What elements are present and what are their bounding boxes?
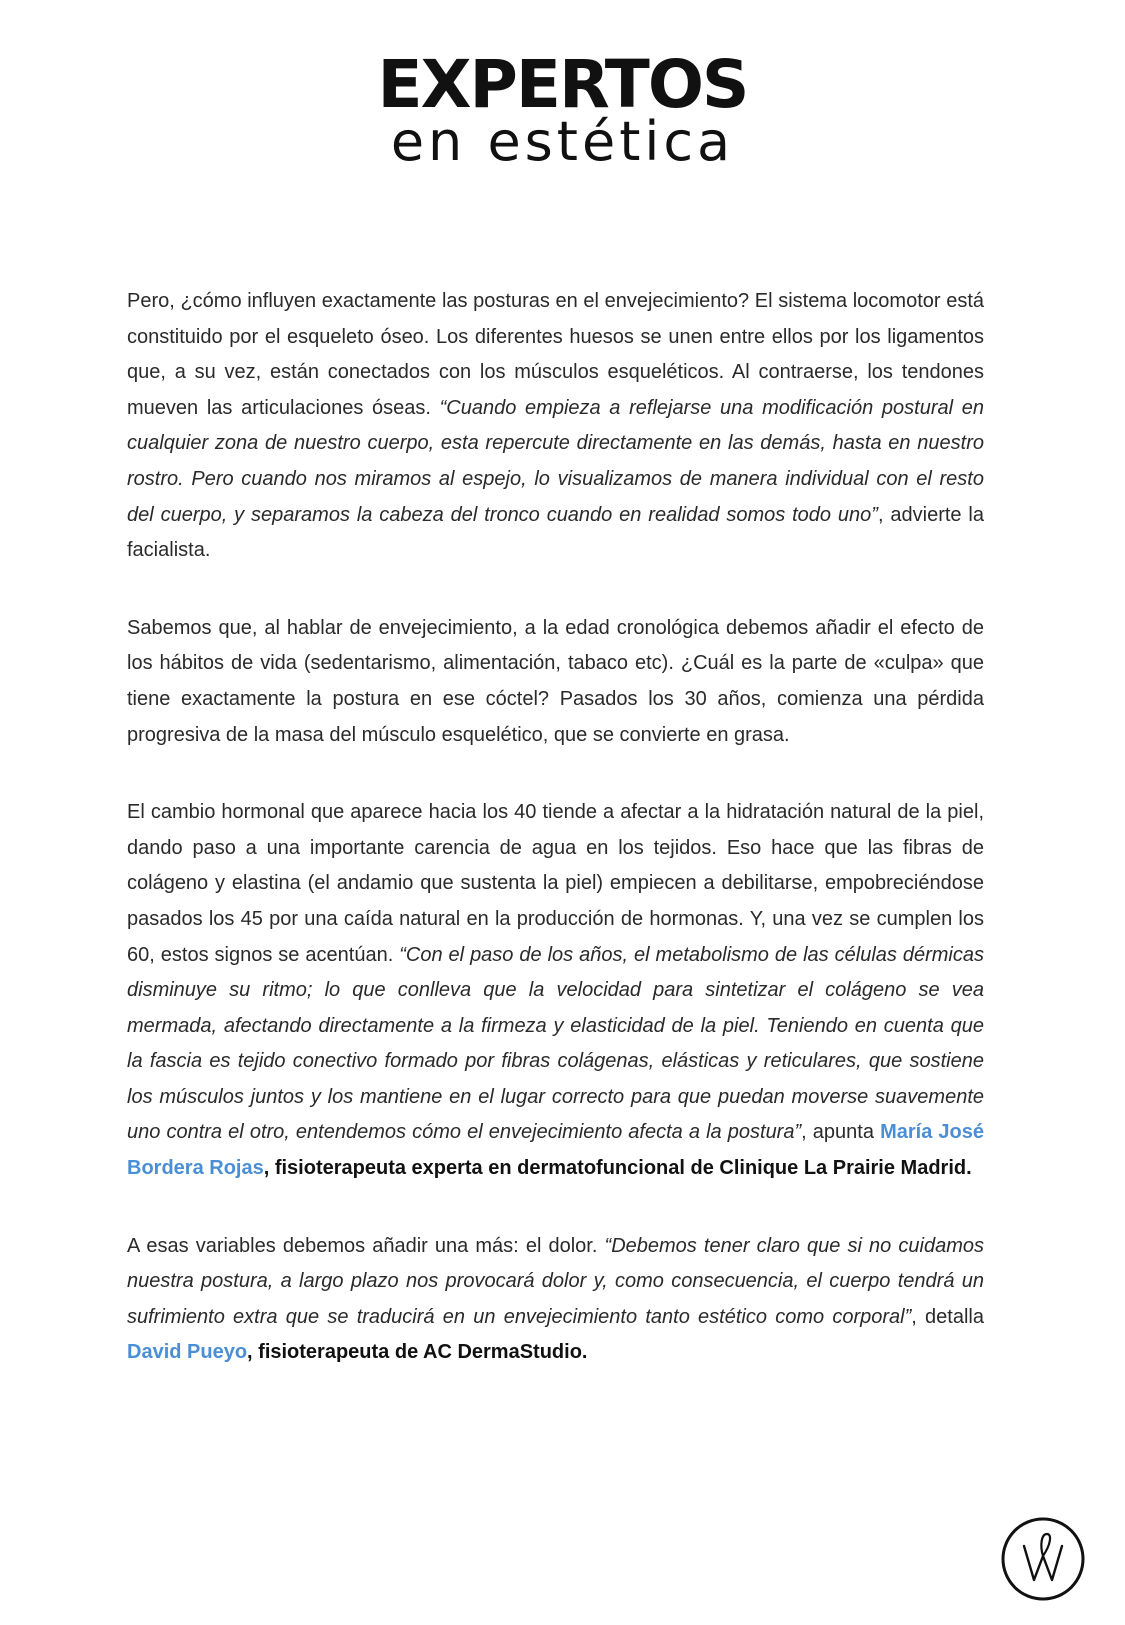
- paragraph-2: [127, 611, 984, 753]
- paragraph-1-quote: “Cuando empieza a reflejarse una modificación postural en cualquier zona de nuestro cuerpo, esta repercute directamente en las demás, hasta en nuestro rostro. Pero cuando nos miramos al espejo, lo visualizamos de manera individual con el resto del cuerpo, y separamos la cabeza del tronco cuando en realidad somos todo uno”: [127, 396, 984, 526]
- paragraph-3-text: El cambio hormonal que aparece hacia los 40 tiende a afectar a la hidratación natural de la piel, dando paso a una importante carencia de agua en los tejidos. Eso hace que las fibras de colágeno y elastina (el andamio que sustenta la piel) empiecen a debilitarse, empobreciéndose pasados los 45 por una caída natural en la producción de hormonas. Y, una vez se cumplen los 60, estos signos se acentúan.: [127, 801, 984, 966]
- w-circle-monogram-icon: [1000, 1516, 1086, 1602]
- paragraph-2-text: Sabemos que, al hablar de envejecimiento, a la edad cronológica debemos añadir el efecto de los hábitos de vida (sedentarismo, alimentación, tabaco etc). ¿Cuál es la parte de «culpa» que tiene exactamente la postura en ese cóctel? Pasados los 30 años, comienza una pérdida progresiva de la masa del músculo esquelético, que se convierte en grasa.: [127, 616, 984, 746]
- paragraph-3-quote: “Con el paso de los años, el metabolismo de las células dérmicas disminuye su ritmo; lo que conlleva que la velocidad para sintetizar el colágeno se vea mermada, afectando directamente a la firmeza y elasticidad de la piel. Teniendo en cuenta que la fascia es tejido conectivo formado por fibras colágenas, elásticas y reticulares, que sostiene los músculos juntos y los mantiene en el lugar correcto para que puedan moverse suavemente uno contra el otro, entendemos cómo el envejecimiento afecta a la postura”: [127, 943, 984, 1144]
- masthead-logo: [0, 46, 1125, 173]
- paragraph-1: [127, 284, 984, 569]
- person-link-maria-jose-bordera-rojas[interactable]: María José Bordera Rojas: [127, 1121, 985, 1180]
- paragraph-4-quote: “Debemos tener claro que si no cuidamos nuestra postura, a largo plazo nos provocará dolor y, como consecuencia, el cuerpo tendrá un sufrimiento extra que se traducirá en un envejecimiento tanto estético como corporal”: [127, 1234, 984, 1328]
- masthead-subtitle: en estética: [390, 110, 735, 173]
- article-body: [127, 284, 984, 1413]
- person-role-text: , fisioterapeuta de AC DermaStudio.: [247, 1341, 588, 1364]
- paragraph-4-attribution: , detalla: [911, 1305, 984, 1328]
- paragraph-3-attribution: , apunta: [801, 1121, 881, 1144]
- paragraph-4-text: A esas variables debemos añadir una más: el dolor.: [127, 1234, 605, 1257]
- person-link-david-pueyo[interactable]: David Pueyo: [127, 1341, 248, 1364]
- paragraph-1-text: Pero, ¿cómo influyen exactamente las posturas en el envejecimiento? El sistema locomotor está constituido por el esqueleto óseo. Los diferentes huesos se unen entre ellos por los ligamentos que, a su vez, están conectados con los músculos esqueléticos. Al contraerse, los tendones mueven las articulaciones óseas.: [127, 290, 984, 419]
- paragraph-4: [127, 1229, 984, 1371]
- person-role-text: , fisioterapeuta experta en dermatofuncional de Clinique La Prairie Madrid.: [263, 1157, 972, 1180]
- paragraph-3: [127, 795, 984, 1187]
- paragraph-1-attribution: , advierte la facialista.: [127, 503, 984, 562]
- masthead-title: EXPERTOS: [377, 46, 748, 123]
